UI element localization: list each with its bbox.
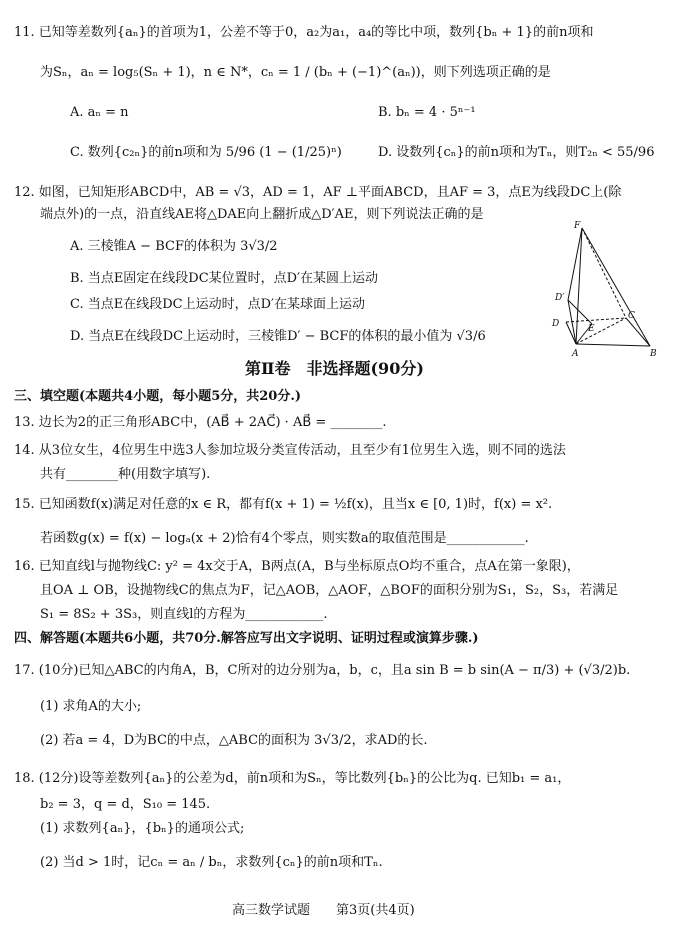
q16-line-1: 16. 已知直线l与抛物线C: y² = 4x交于A，B两点(A，B与坐标原点O均不重合，点A在第一象限)， xyxy=(14,559,580,574)
q17-sub-2: (2) 若a = 4，D为BC的中点，△ABC的面积为 3√3/2，求AD的长. xyxy=(40,733,428,748)
q12-option-c: C. 当点E在线段DC上运动时，点D′在某球面上运动 xyxy=(70,297,365,312)
label-e: E xyxy=(588,324,595,334)
label-d-prime: D′ xyxy=(555,293,565,303)
q11-line-2: 为Sₙ，aₙ = log₅(Sₙ + 1)，n ∈ N*，cₙ = 1 / (bₙ + (−1)^(aₙ))，则下列选项正确的是 xyxy=(40,65,551,80)
label-b: B xyxy=(650,349,657,359)
q12-option-b: B. 当点E固定在线段DC某位置时，点D′在某圆上运动 xyxy=(70,271,379,286)
q12-line-1: 12. 如图，已知矩形ABCD中，AB = √3，AD = 1，AF ⊥平面ABCD，且AF = 3，点E为线段DC上(除 xyxy=(14,185,622,200)
q14-line-2: 共有________种(用数字填写). xyxy=(40,467,211,482)
q18-sub-1: (1) 求数列{aₙ}，{bₙ}的通项公式; xyxy=(40,821,245,836)
q11-option-a: A. aₙ = n xyxy=(70,105,129,120)
edge-dc xyxy=(566,318,626,322)
label-c: C xyxy=(628,311,635,321)
edge-ab xyxy=(576,344,650,346)
q11-option-c: C. 数列{c₂ₙ}的前n项和为 5/96 (1 − (1/25)ⁿ) xyxy=(70,145,342,160)
q18-line-2: b₂ = 3，q = d，S₁₀ = 145. xyxy=(40,797,211,812)
q16-line-3: S₁ = 8S₂ + 3S₃，则直线l的方程为____________. xyxy=(40,607,328,622)
edge-bc xyxy=(626,318,650,346)
pyramid-figure xyxy=(530,218,660,360)
q13-text: 13. 边长为2的正三角形ABC中，(AB⃗ + 2AC⃗) · AB⃗ = ________. xyxy=(14,415,387,430)
q15-line-2: 若函数g(x) = f(x) − logₐ(x + 2)恰有4个零点，则实数a的取值范围是____________. xyxy=(40,531,529,546)
q16-line-2: 且OA ⊥ OB，设抛物线C的焦点为F，记△AOB，△AOF，△BOF的面积分别为S₁，S₂，S₃，若满足 xyxy=(40,583,619,598)
label-d: D xyxy=(552,319,560,329)
label-f: F xyxy=(574,221,581,231)
q11-option-d: D. 设数列{cₙ}的前n项和为Tₙ，则T₂ₙ < 55/96 xyxy=(378,145,655,160)
q12-option-a: A. 三棱锥A − BCF的体积为 3√3/2 xyxy=(70,239,278,254)
q17-sub-1: (1) 求角A的大小; xyxy=(40,699,142,714)
q12-line-2: 端点外)的一点，沿直线AE将△DAE向上翻折成△D′AE，则下列说法正确的是 xyxy=(40,207,484,222)
part2-title: 第Ⅱ卷 非选择题(90分) xyxy=(245,359,424,378)
edge-ac xyxy=(576,318,626,344)
label-a: A xyxy=(572,349,579,359)
q18-sub-2: (2) 当d > 1时，记cₙ = aₙ / bₙ，求数列{cₙ}的前n项和Tₙ. xyxy=(40,855,383,870)
q11-line-1: 11. 已知等差数列{aₙ}的首项为1，公差不等于0，a₂为a₁，a₄的等比中项，数列{bₙ + 1}的前n项和 xyxy=(14,25,594,40)
q18-line-1: 18. (12分)设等差数列{aₙ}的公差为d，前n项和为Sₙ，等比数列{bₙ}的公比为q. 已知b₁ = a₁， xyxy=(14,771,571,786)
section-4-heading: 四、解答题(本题共6小题，共70分.解答应写出文字说明、证明过程或演算步骤.) xyxy=(14,631,479,646)
q17-line-1: 17. (10分)已知△ABC的内角A，B，C所对的边分别为a，b，c，且a sin B = b sin(A − π/3) + (√3/2)b. xyxy=(14,663,631,678)
q12-option-d: D. 当点E在线段DC上运动时，三棱锥D′ − BCF的体积的最小值为 √3/6 xyxy=(70,329,486,344)
q14-line-1: 14. 从3位女生，4位男生中选3人参加垃圾分类宣传活动，且至少有1位男生入选，则不同的选法 xyxy=(14,443,566,458)
q15-line-1: 15. 已知函数f(x)满足对任意的x ∈ R，都有f(x + 1) = ½f(x)，且当x ∈ [0, 1)时，f(x) = x². xyxy=(14,497,553,512)
q11-option-b: B. bₙ = 4 · 5ⁿ⁻¹ xyxy=(378,105,476,120)
page-footer: 高三数学试题 第3页(共4页) xyxy=(232,903,415,918)
edge-fc xyxy=(582,228,626,318)
section-3-heading: 三、填空题(本题共4小题，每小题5分，共20分.) xyxy=(14,389,302,404)
